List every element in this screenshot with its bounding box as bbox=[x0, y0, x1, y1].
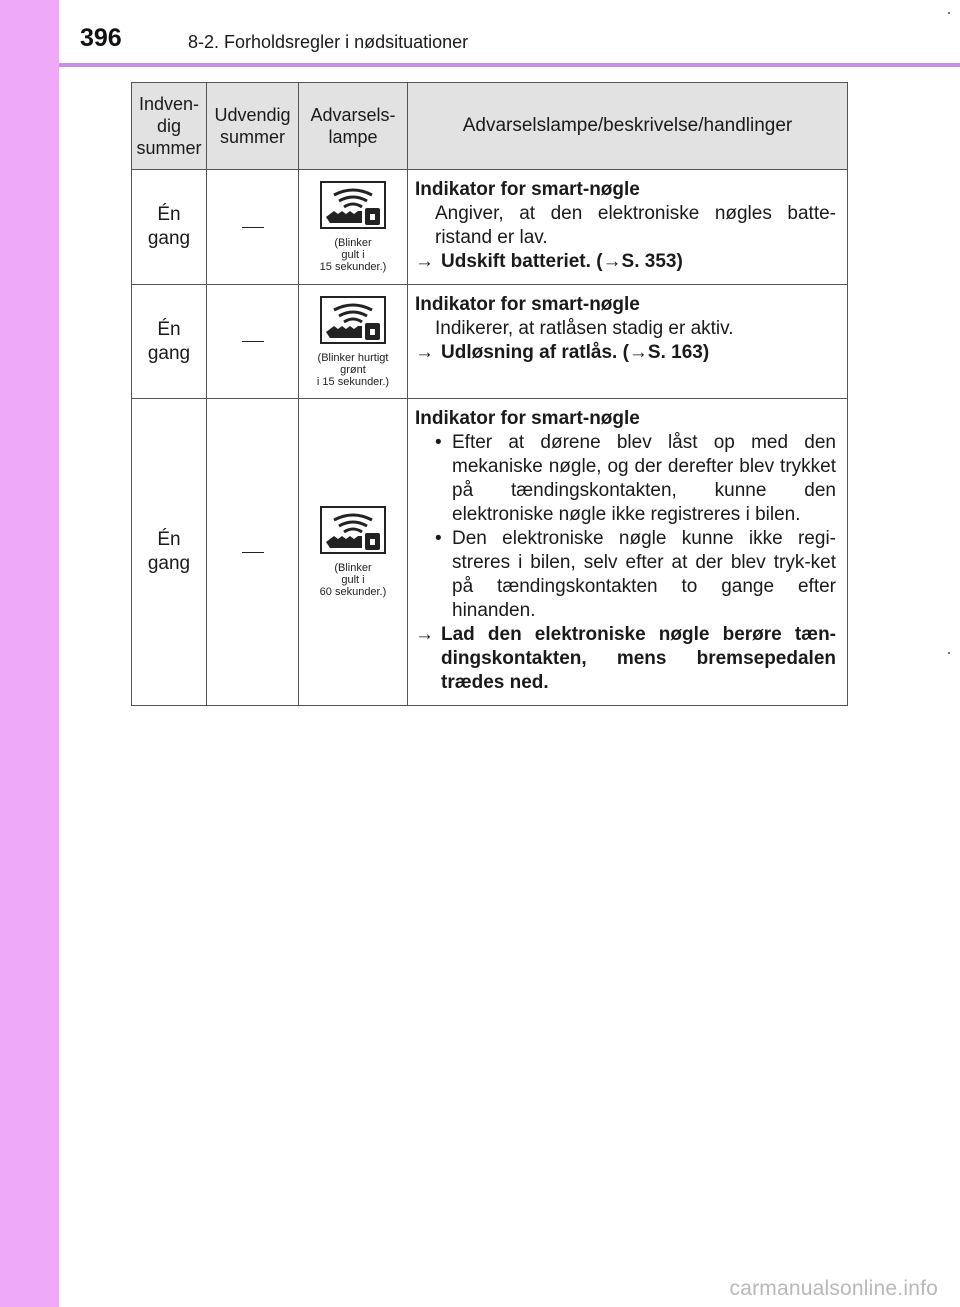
bullet-icon: • bbox=[435, 432, 442, 453]
description-cell bbox=[408, 399, 848, 706]
page-number: 396 bbox=[80, 24, 122, 52]
watermark: carmanualsonline.info bbox=[729, 1277, 938, 1300]
col-header-description: Advarselslampe/beskrivelse/handlinger bbox=[408, 83, 848, 170]
action-text: → Udløsning af ratlås. (→S. 163) bbox=[415, 342, 710, 363]
dash bbox=[242, 227, 264, 228]
side-color-strip bbox=[0, 0, 59, 1307]
crop-mark bbox=[948, 12, 950, 14]
action-text: → Lad den elektroniske nøgle berøre tæn-dingskontakten, mens bremsepedalen trædes ned. bbox=[415, 624, 836, 693]
description-cell bbox=[408, 170, 848, 285]
indicator-title: Indikator for smart-nøgle bbox=[415, 408, 640, 429]
exterior-buzzer-cell bbox=[207, 285, 299, 399]
indicator-title: Indikator for smart-nøgle bbox=[415, 179, 640, 200]
action-text: → Udskift batteriet. (→S. 353) bbox=[415, 251, 683, 272]
list-item: • Efter at dørene blev låst op med den mekaniske nøgle, og der derefter blev trykket på tændingskontakten, kunne den elektroniske nøgle ikke registreres i bilen. bbox=[435, 432, 836, 525]
smart-key-icon bbox=[320, 296, 386, 344]
arrow-right-icon: → bbox=[415, 251, 434, 272]
lamp-caption: (Blinker gult i 60 sekunder.) bbox=[319, 562, 387, 598]
interior-buzzer-cell: Én gang bbox=[132, 285, 207, 399]
table-row bbox=[132, 285, 848, 399]
dash bbox=[242, 341, 264, 342]
description-text: Angiver, at den elektroniske nøgles batte-ristand er lav. bbox=[435, 203, 836, 248]
col-header-warning-lamp: Advarsels- lampe bbox=[299, 83, 408, 170]
arrow-right-icon: → bbox=[415, 342, 434, 363]
indicator-title: Indikator for smart-nøgle bbox=[415, 294, 640, 315]
col-header-interior-buzzer: Indven- dig summer bbox=[132, 83, 207, 170]
bullet-icon: • bbox=[435, 528, 442, 549]
list-item: • Den elektroniske nøgle kunne ikke regi-streres i bilen, selv efter at der blev tryk-ket på tændingskontakten to gange efter hinanden. bbox=[435, 528, 836, 621]
warning-table bbox=[131, 82, 848, 706]
warning-lamp-cell bbox=[299, 170, 408, 285]
smart-key-icon bbox=[320, 506, 386, 554]
warning-lamp-cell bbox=[299, 285, 408, 399]
exterior-buzzer-cell bbox=[207, 170, 299, 285]
arrow-right-icon: → bbox=[415, 624, 434, 645]
dash bbox=[242, 552, 264, 553]
header-divider bbox=[59, 63, 960, 67]
col-header-exterior-buzzer: Udvendig summer bbox=[207, 83, 299, 170]
table-header-row bbox=[132, 83, 848, 170]
interior-buzzer-cell: Én gang bbox=[132, 399, 207, 706]
condition-list bbox=[415, 431, 836, 623]
lamp-caption: (Blinker hurtigt grønt i 15 sekunder.) bbox=[316, 351, 390, 388]
warning-lamp-cell bbox=[299, 399, 408, 706]
description-cell bbox=[408, 285, 848, 399]
section-title: 8-2. Forholdsregler i nødsituationer bbox=[188, 32, 469, 52]
crop-mark bbox=[948, 652, 950, 654]
exterior-buzzer-cell bbox=[207, 399, 299, 706]
table-row bbox=[132, 399, 848, 706]
interior-buzzer-cell: Én gang bbox=[132, 170, 207, 285]
smart-key-icon bbox=[320, 181, 386, 229]
table-row bbox=[132, 170, 848, 285]
description-text: Indikerer, at ratlåsen stadig er aktiv. bbox=[435, 318, 734, 339]
lamp-caption: (Blinker gult i 15 sekunder.) bbox=[319, 237, 387, 273]
